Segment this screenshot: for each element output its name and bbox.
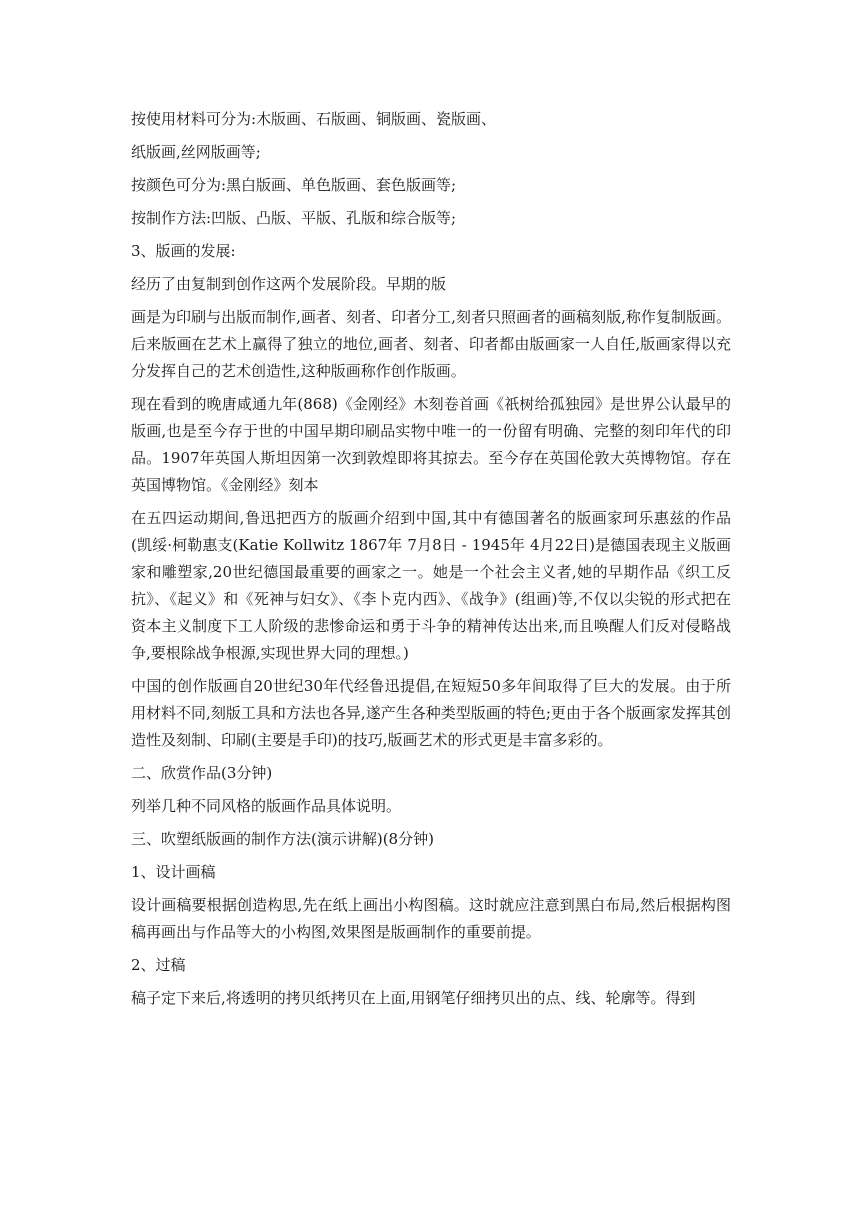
paragraph: 列举几种不同风格的版画作品具体说明。	[131, 797, 402, 815]
paragraph: 画是为印刷与出版而制作,画者、刻者、印者分工,刻者只照画者的画稿刻版,称作复制版画。后来版画在艺术上赢得了独立的地位,画者、刻者、印者都由版画家一人自任,版画家得以充分发挥自己的艺术创造性,这种版画称作创作版画。	[131, 308, 731, 380]
paragraph: 在五四运动期间,鲁迅把西方的版画介绍到中国,其中有德国著名的版画家珂乐惠兹的作品(凯绥·柯勒惠支(Katie Kollwitz 1867年 7月8日 - 1945年 4月22日)是德国表现主义版画家和雕塑家,20世纪德国最重要的画家之一。她是一个社会主义者,她的早期作品《织工反抗》、《起义》和《死神与妇女》、《李卜克内西》、《战争》(组画)等,不仅以尖锐的形式把在资本主义制度下工人阶级的悲惨命运和勇于斗争的精神传达出来,而且唤醒人们反对侵略战争,要根除战争根源,实现世界大同的理想。)	[131, 509, 731, 662]
paragraph: 按制作方法:凹版、凸版、平版、孔版和综合版等;	[131, 209, 457, 227]
paragraph: 稿子定下来后,将透明的拷贝纸拷贝在上面,用钢笔仔细拷贝出的点、线、轮廓等。得到	[131, 989, 696, 1007]
subsection-heading: 2、过稿	[131, 956, 186, 974]
paragraph: 中国的创作版画自20世纪30年代经鲁迅提倡,在短短50多年间取得了巨大的发展。由于所用材料不同,刻版工具和方法也各异,遂产生各种类型版画的特色;更由于各个版画家发挥其创造性及刻制、印刷(主要是手印)的技巧,版画艺术的形式更是丰富多彩的。	[131, 677, 731, 749]
document-body	[131, 106, 731, 1012]
paragraph: 按颜色可分为:黑白版画、单色版画、套色版画等;	[131, 176, 457, 194]
subsection-heading: 1、设计画稿	[131, 863, 216, 881]
paragraph: 现在看到的晚唐咸通九年(868)《金刚经》木刻卷首画《祇树给孤独园》是世界公认最早的版画,也是至今存于世的中国早期印刷品实物中唯一的一份留有明确、完整的刻印年代的印品。1907年英国人斯坦因第一次到敦煌即将其掠去。至今存在英国伦敦大英博物馆。存在英国博物馆。《金刚经》刻本	[131, 395, 731, 494]
paragraph: 设计画稿要根据创造构思,先在纸上画出小构图稿。这时就应注意到黑白布局,然后根据构图稿再画出与作品等大的小构图,效果图是版画制作的重要前提。	[131, 896, 731, 941]
paragraph: 经历了由复制到创作这两个发展阶段。早期的版	[131, 275, 447, 293]
section-heading: 二、欣赏作品(3分钟)	[131, 764, 273, 782]
paragraph: 纸版画,丝网版画等;	[131, 143, 261, 161]
paragraph: 按使用材料可分为:木版画、石版画、铜版画、瓷版画、	[131, 110, 497, 128]
section-heading: 3、版画的发展:	[131, 242, 236, 260]
section-heading: 三、吹塑纸版画的制作方法(演示讲解)(8分钟)	[131, 830, 434, 848]
